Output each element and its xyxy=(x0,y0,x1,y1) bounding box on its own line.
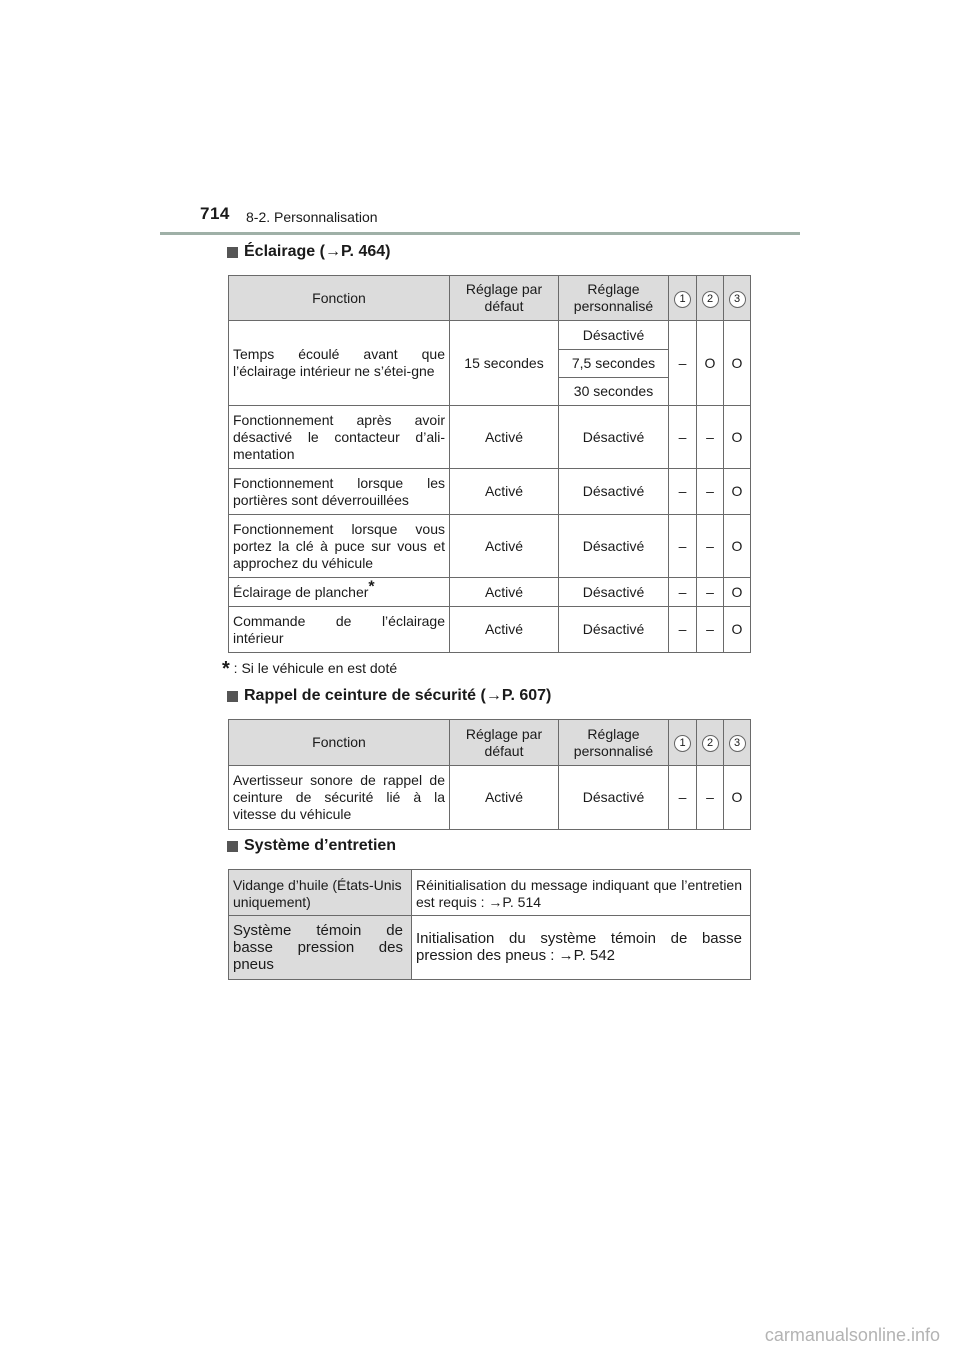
table-row xyxy=(229,578,751,607)
cell-c1: – xyxy=(669,469,697,515)
table-header-row xyxy=(229,720,751,766)
cell-c1: – xyxy=(669,578,697,607)
table-row xyxy=(229,607,751,653)
cell-perso: Désactivé xyxy=(559,406,669,469)
cell-value: Initialisation du système témoin de basse pression des pneus : →P. 542 xyxy=(412,916,751,980)
cell-c3: O xyxy=(724,406,751,469)
cell-c3: O xyxy=(724,607,751,653)
cell-fonction: Fonctionnement après avoir désactivé le contacteur d’ali-mentation xyxy=(229,406,450,469)
cell-c3: O xyxy=(724,766,751,830)
table-row xyxy=(229,870,751,916)
footnote-star-icon: * xyxy=(222,658,230,680)
cell-c3: O xyxy=(724,469,751,515)
cell-perso: Désactivé xyxy=(559,578,669,607)
cell-perso: Désactivé xyxy=(559,321,669,350)
cell-c2: – xyxy=(697,406,724,469)
cell-c2: – xyxy=(697,766,724,830)
cell-fonction: Avertisseur sonore de rappel de ceinture de sécurité lié à la vitesse du véhicule xyxy=(229,766,450,830)
cell-perso: Désactivé xyxy=(559,607,669,653)
table-header-row xyxy=(229,276,751,321)
section-title-rappel xyxy=(227,687,551,705)
cell-fonction: Fonctionnement lorsque vous portez la clé à puce sur vous et approchez du véhicule xyxy=(229,515,450,578)
section-title-entretien xyxy=(227,837,396,855)
cell-c1: – xyxy=(669,515,697,578)
cell-c1: – xyxy=(669,406,697,469)
cell-fonction: Fonctionnement lorsque les portières sont déverrouillées xyxy=(229,469,450,515)
table-row xyxy=(229,469,751,515)
circle-3-icon: 3 xyxy=(729,291,746,308)
footnote-text: : Si le véhicule en est doté xyxy=(229,660,398,676)
table-row xyxy=(229,406,751,469)
cell-fonction xyxy=(229,578,450,607)
cell-c2: – xyxy=(697,469,724,515)
cell-defaut: Activé xyxy=(450,469,559,515)
cell-defaut: Activé xyxy=(450,515,559,578)
section-title-text: Rappel de ceinture de sécurité ( xyxy=(244,687,486,704)
cell-defaut: Activé xyxy=(450,766,559,830)
cell-defaut: Activé xyxy=(450,607,559,653)
cell-perso: 7,5 secondes xyxy=(559,350,669,378)
cell-key: Vidange d’huile (États-Unis uniquement) xyxy=(229,870,412,916)
header-perso: Réglage personnalisé xyxy=(559,276,669,321)
watermark: carmanualsonline.info xyxy=(764,1325,940,1345)
page-number: 714 xyxy=(200,204,230,223)
cell-fonction-text: Éclairage de plancher xyxy=(233,583,369,600)
cell-c3: O xyxy=(724,321,751,406)
circle-2-icon: 2 xyxy=(702,735,719,752)
cell-perso: Désactivé xyxy=(559,766,669,830)
table-row xyxy=(229,766,751,830)
cell-c1: – xyxy=(669,766,697,830)
bullet-square-icon xyxy=(227,247,238,258)
entretien-table xyxy=(228,869,751,980)
circle-3-icon: 3 xyxy=(729,735,746,752)
cell-fonction: Temps écoulé avant que l’éclairage intérieur ne s’étei-gne xyxy=(229,321,450,406)
bullet-square-icon xyxy=(227,691,238,702)
cell-key: Système témoin de basse pression des pneus xyxy=(229,916,412,980)
circle-1-icon: 1 xyxy=(674,291,691,308)
cell-defaut: Activé xyxy=(450,406,559,469)
cell-perso: 30 secondes xyxy=(559,378,669,406)
page-header xyxy=(0,0,960,240)
cell-c1: – xyxy=(669,607,697,653)
cell-c2: – xyxy=(697,607,724,653)
header-fonction: Fonction xyxy=(229,720,450,766)
table-row xyxy=(229,321,751,350)
header-rule xyxy=(160,232,800,235)
section-title-eclairage xyxy=(227,243,390,261)
section-title-text: Éclairage ( xyxy=(244,243,325,260)
header-perso: Réglage personnalisé xyxy=(559,720,669,766)
cell-fonction: Commande de l’éclairage intérieur xyxy=(229,607,450,653)
cell-c3: O xyxy=(724,515,751,578)
circle-2-icon: 2 xyxy=(702,291,719,308)
circle-1-icon: 1 xyxy=(674,735,691,752)
bullet-square-icon xyxy=(227,841,238,852)
section-title-text: Système d’entretien xyxy=(244,837,397,854)
page-reference: →P. 607) xyxy=(485,687,552,704)
rappel-table xyxy=(228,719,751,830)
cell-c2: – xyxy=(697,515,724,578)
header-fonction: Fonction xyxy=(229,276,450,321)
cell-c2: – xyxy=(697,578,724,607)
eclairage-table xyxy=(228,275,751,653)
page-reference: →P. 464) xyxy=(324,243,391,260)
cell-c3: O xyxy=(724,578,751,607)
header-defaut: Réglage par défaut xyxy=(450,720,559,766)
cell-perso: Désactivé xyxy=(559,469,669,515)
table-row xyxy=(229,515,751,578)
table-row xyxy=(229,916,751,980)
chapter-title: 8-2. Personnalisation xyxy=(246,209,378,225)
cell-perso: Désactivé xyxy=(559,515,669,578)
footnote-star-icon: * xyxy=(368,577,375,595)
cell-value: Réinitialisation du message indiquant que l’entretien est requis : →P. 514 xyxy=(412,870,751,916)
header-defaut: Réglage par défaut xyxy=(450,276,559,321)
footnote xyxy=(222,658,397,681)
cell-defaut: Activé xyxy=(450,578,559,607)
cell-defaut: 15 secondes xyxy=(450,321,559,406)
cell-c2: O xyxy=(697,321,724,406)
cell-c1: – xyxy=(669,321,697,406)
